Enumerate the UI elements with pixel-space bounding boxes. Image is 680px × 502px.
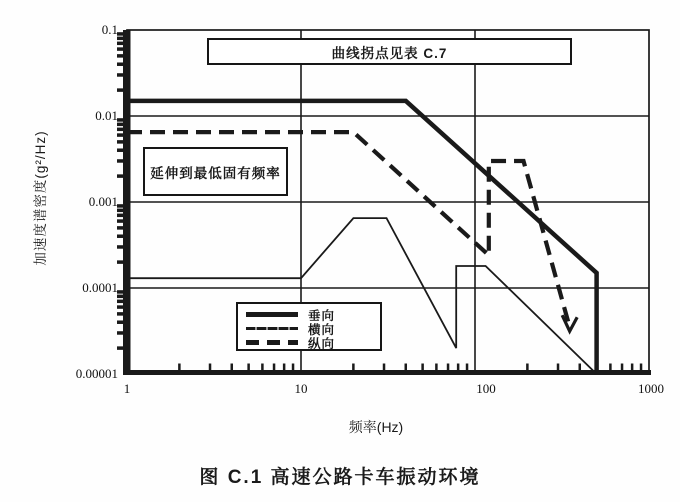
y-minor-tick: [117, 300, 124, 304]
x-tick-label: 100: [476, 381, 496, 396]
y-minor-tick: [117, 174, 124, 178]
y-minor-tick: [117, 128, 124, 131]
y-minor-tick: [117, 159, 124, 163]
y-axis-title: 加速度谱密度(g²/Hz): [33, 130, 48, 266]
y-tick-label: 0.0001: [82, 280, 118, 295]
y-minor-tick: [117, 133, 124, 137]
y-tick-label: 0.00001: [75, 366, 118, 381]
y-minor-tick: [117, 47, 124, 51]
x-tick-label: 1: [123, 381, 131, 396]
x-axis-spine: [123, 370, 651, 375]
y-tick-label: 0.001: [88, 194, 118, 209]
figure-caption: 图 C.1 高速公路卡车振动环境: [199, 467, 481, 488]
x-minor-tick: [526, 364, 529, 371]
x-minor-tick: [283, 364, 286, 371]
legend-label: 纵向: [308, 336, 336, 351]
x-minor-tick: [209, 364, 212, 371]
legend-box: [236, 302, 382, 351]
x-minor-tick: [466, 364, 469, 371]
y-minor-tick: [117, 260, 124, 264]
y-minor-tick: [117, 234, 124, 238]
breakpoints-note-text: 曲线拐点见表 C.7: [331, 45, 448, 61]
x-minor-tick: [352, 364, 355, 371]
y-minor-tick: [117, 73, 124, 77]
y-minor-tick: [117, 219, 124, 223]
x-minor-tick: [231, 364, 234, 371]
x-minor-tick: [435, 364, 438, 371]
y-minor-tick: [117, 245, 124, 249]
extend-note-box: [143, 147, 288, 196]
y-minor-tick: [117, 226, 124, 230]
legend-entry-longitudinal: [246, 336, 380, 349]
breakpoints-note-box: [207, 38, 572, 65]
x-minor-tick: [621, 364, 624, 371]
legend-line-thin-solid-icon: [246, 327, 298, 330]
x-minor-tick: [557, 364, 560, 371]
x-axis-title: 频率(Hz): [348, 419, 404, 435]
y-tick-label: 0.1: [101, 22, 118, 37]
x-minor-tick: [383, 364, 386, 371]
legend-line-thick-solid-icon: [246, 312, 298, 317]
y-tick-label: 0.01: [95, 108, 118, 123]
y-axis-spine: [123, 30, 131, 374]
x-minor-tick: [273, 364, 276, 371]
x-minor-tick: [178, 364, 181, 371]
x-minor-tick: [457, 364, 460, 371]
y-minor-tick: [117, 140, 124, 144]
legend-label: 垂向: [308, 308, 336, 323]
x-minor-tick: [292, 364, 295, 371]
x-minor-tick: [631, 364, 634, 371]
x-minor-tick: [261, 364, 264, 371]
y-minor-tick: [117, 62, 124, 66]
x-minor-tick: [609, 364, 612, 371]
y-minor-tick: [117, 331, 124, 335]
y-minor-tick: [117, 312, 124, 316]
y-minor-tick: [117, 54, 124, 58]
arrowhead-down-icon: [562, 315, 577, 331]
y-minor-tick: [117, 88, 124, 92]
y-minor-tick: [117, 320, 124, 324]
y-minor-tick: [117, 346, 124, 350]
y-minor-tick: [117, 148, 124, 152]
legend-label: 横向: [308, 322, 336, 337]
x-minor-tick: [579, 364, 582, 371]
y-minor-tick: [117, 305, 124, 309]
x-minor-tick: [447, 364, 450, 371]
x-tick-label: 10: [294, 381, 308, 396]
y-minor-tick: [117, 42, 124, 46]
x-tick-label: 1000: [638, 381, 664, 396]
x-minor-tick: [421, 364, 424, 371]
x-minor-tick: [405, 364, 408, 371]
x-minor-tick: [640, 364, 643, 371]
legend-line-dashed-icon: [246, 340, 298, 345]
x-minor-tick: [247, 364, 250, 371]
extend-note-text: 延伸到最低固有频率: [150, 165, 281, 181]
y-minor-tick: [117, 214, 124, 218]
